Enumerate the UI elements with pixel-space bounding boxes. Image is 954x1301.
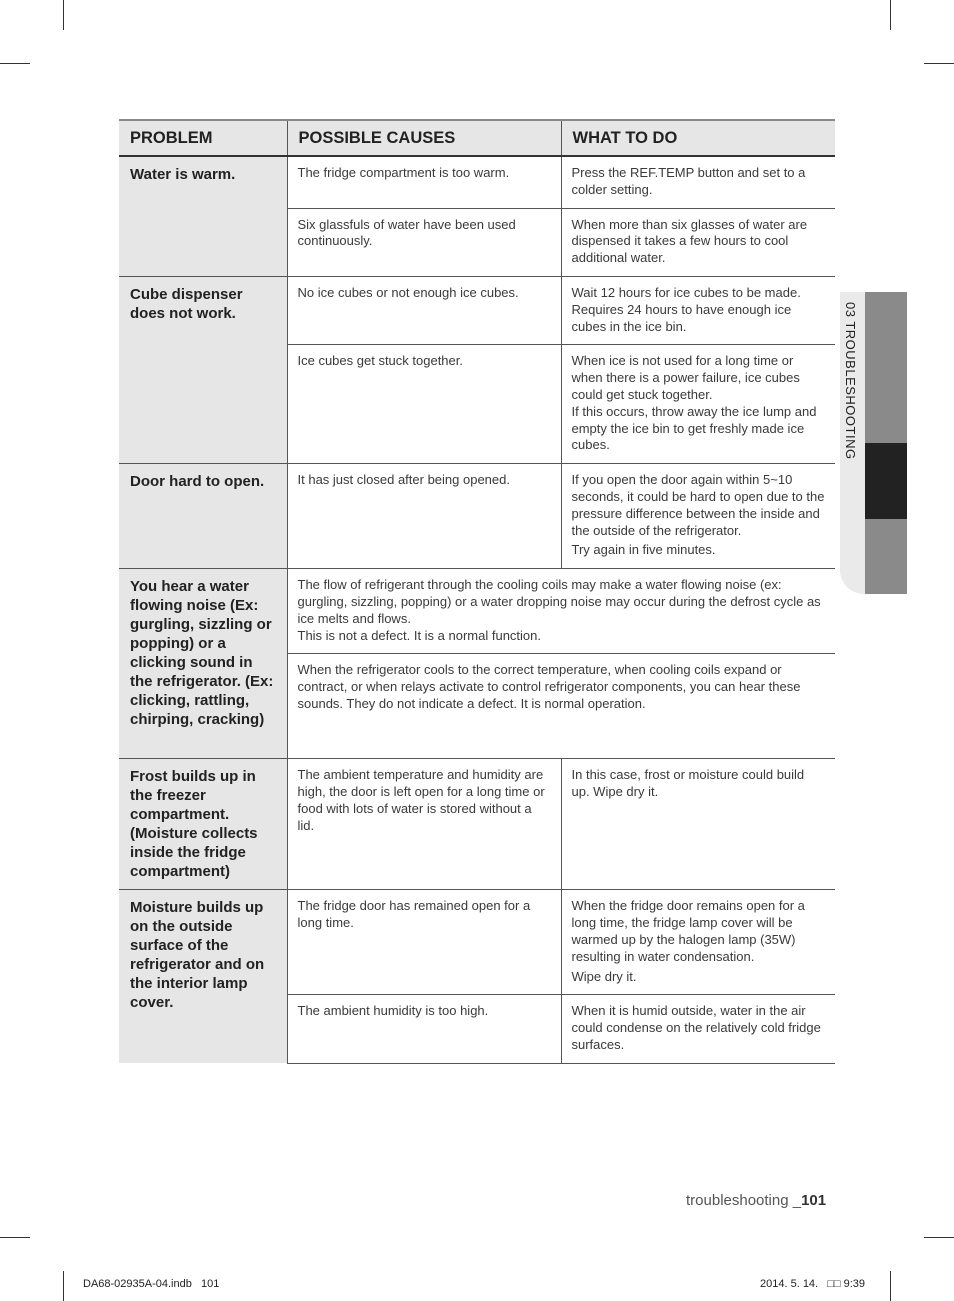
problem-cell: Cube dispenser does not work.	[119, 276, 287, 463]
crop-mark	[63, 1271, 64, 1301]
action-cell	[561, 890, 835, 995]
table-row	[119, 759, 835, 890]
crop-mark	[924, 1237, 954, 1238]
header-row	[119, 120, 835, 156]
action-cell: When it is humid outside, water in the air could condense on the relatively cold fridge surfaces.	[561, 995, 835, 1063]
problem-cell: Moisture builds up on the outside surface of the refrigerator and on the interior lamp cover.	[119, 890, 287, 1063]
merged-text: The flow of refrigerant through the cooling coils may make a water flowing noise (ex: gurgling, sizzling, popping) or a water dropping noise may occur during the defrost cycle as ice melts and flows.	[297, 577, 821, 626]
crop-mark	[0, 1237, 30, 1238]
troubleshooting-table	[119, 119, 835, 1064]
print-slug-file: DA68-02935A-04.indb 101	[83, 1278, 220, 1290]
cause-cell: It has just closed after being opened.	[287, 464, 561, 569]
cause-cell: The ambient humidity is too high.	[287, 995, 561, 1063]
cause-cell: Six glassfuls of water have been used continuously.	[287, 208, 561, 276]
header-problem: PROBLEM	[119, 120, 287, 156]
crop-mark	[0, 63, 30, 64]
table-row	[119, 156, 835, 208]
table-row	[119, 890, 835, 995]
problem-cell: Frost builds up in the freezer compartment. (Moisture collects inside the fridge compartment)	[119, 759, 287, 890]
page-number: 101	[801, 1192, 827, 1209]
footer-section: troubleshooting _	[686, 1192, 802, 1209]
cause-cell: Ice cubes get stuck together.	[287, 345, 561, 464]
action-cell	[561, 464, 835, 569]
cause-cell: The fridge compartment is too warm.	[287, 156, 561, 208]
action-note: Try again in five minutes.	[571, 542, 716, 558]
action-cell	[561, 345, 835, 464]
action-cell: When more than six glasses of water are dispensed it takes a few hours to cool additional water.	[561, 208, 835, 276]
merged-cell: When the refrigerator cools to the correct temperature, when cooling coils expand or contract, or when relays activate to control refrigerator components, you can hear these sounds. They do not indicate a defect. It is normal operation.	[287, 654, 835, 759]
crop-mark	[890, 1271, 891, 1301]
cause-cell: The ambient temperature and humidity are high, the door is left open for a long time or food with lots of water is stored without a lid.	[287, 759, 561, 890]
merged-note: This is not a defect. It is a normal function.	[297, 627, 542, 643]
header-what-to-do: WHAT TO DO	[561, 120, 835, 156]
cause-cell: The fridge door has remained open for a long time.	[287, 890, 561, 995]
action-cell: Wait 12 hours for ice cubes to be made. Requires 24 hours to have enough ice cubes in the ice bin.	[561, 276, 835, 344]
problem-cell: You hear a water flowing noise (Ex: gurgling, sizzling or popping) or a clicking sound in the refrigerator. (Ex: clicking, rattling, chirping, cracking)	[119, 569, 287, 759]
action-text: When ice is not used for a long time or when there is a power failure, ice cubes could get stuck together.	[571, 353, 800, 402]
table-row	[119, 569, 835, 654]
crop-mark	[924, 63, 954, 64]
action-cell: Press the REF.TEMP button and set to a colder setting.	[561, 156, 835, 208]
action-text: If you open the door again within 5~10 seconds, it could be hard to open due to the pressure difference between the inside and the outside of the refrigerator.	[571, 472, 825, 538]
crop-mark	[63, 0, 64, 30]
merged-cell	[287, 569, 835, 654]
cause-cell: No ice cubes or not enough ice cubes.	[287, 276, 561, 344]
chapter-tab	[840, 292, 907, 594]
action-text: When the fridge door remains open for a long time, the fridge lamp cover will be warmed up by the halogen lamp (35W) resulting in water condensation.	[571, 898, 805, 964]
page-footer	[686, 1192, 826, 1209]
chapter-tab-marker	[865, 443, 907, 519]
chapter-tab-label: 03 TROUBLESHOOTING	[843, 302, 858, 460]
action-note: If this occurs, throw away the ice lump and empty the ice bin to get freshly made ice cubes.	[571, 403, 817, 453]
action-cell: In this case, frost or moisture could build up. Wipe dry it.	[561, 759, 835, 890]
crop-mark	[890, 0, 891, 30]
problem-cell: Water is warm.	[119, 156, 287, 276]
print-slug-date: 2014. 5. 14. □□ 9:39	[760, 1278, 866, 1290]
table-row	[119, 276, 835, 344]
table-row	[119, 464, 835, 569]
header-possible-causes: POSSIBLE CAUSES	[287, 120, 561, 156]
action-note: Wipe dry it.	[571, 968, 637, 984]
problem-cell: Door hard to open.	[119, 464, 287, 569]
